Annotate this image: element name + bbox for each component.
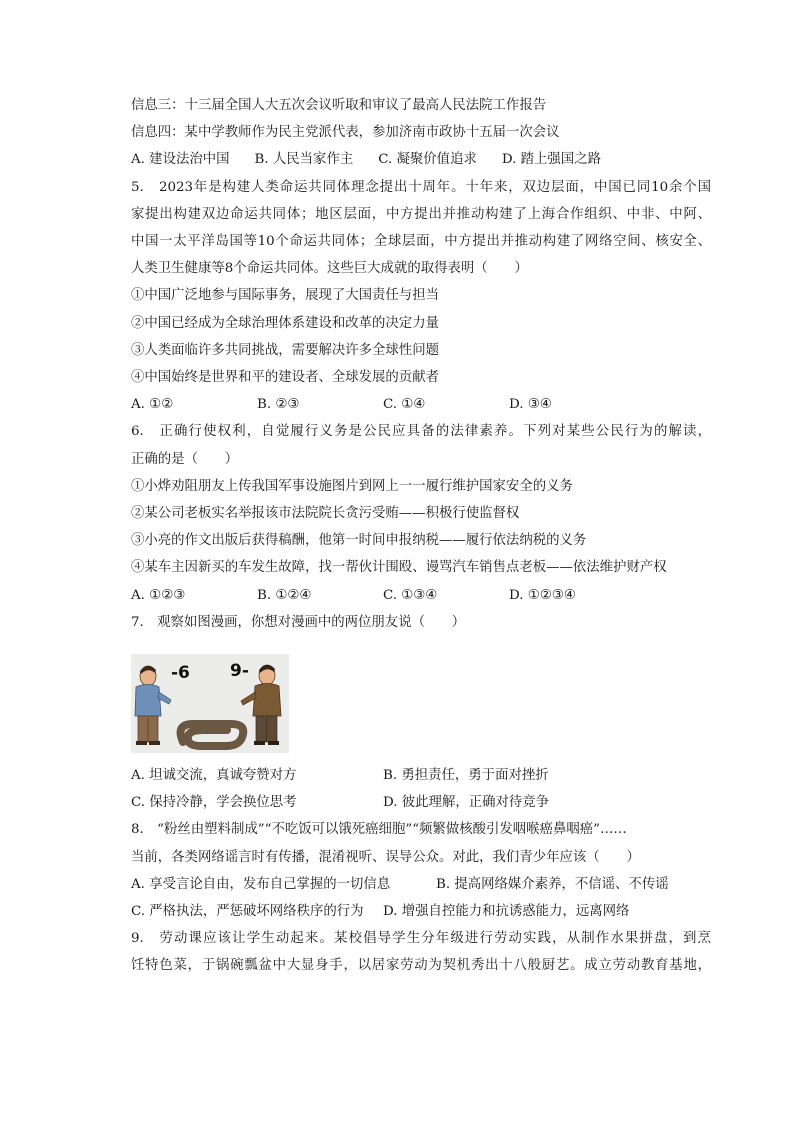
q6-option-a[interactable]: A. ①②③ bbox=[131, 587, 186, 603]
q8-option-a[interactable]: A. 享受言论自由，发布自己掌握的一切信息 bbox=[131, 876, 391, 892]
q5-item-2: ②中国已经成为全球治理体系建设和改革的决定力量 bbox=[131, 315, 439, 331]
q7-stem: 7. 观察如图漫画，你想对漫画中的两位朋友说（ ） bbox=[131, 614, 466, 630]
q6-item-3: ③小亮的作文出版后获得稿酬，他第一时间申报纳税——履行依法纳税的义务 bbox=[131, 533, 587, 549]
q5-options bbox=[131, 391, 711, 418]
q5-option-c[interactable]: C. ①④ bbox=[383, 397, 426, 413]
q7-cartoon-block bbox=[131, 636, 711, 762]
q5-item-3: ③人类面临许多共同挑战，需要解决许多全球性问题 bbox=[131, 342, 439, 358]
info-three: 信息三：十三届全国人大五次会议听取和审议了最高人民法院工作报告 bbox=[131, 98, 547, 113]
q4-option-b[interactable]: B. 人民当家作主 bbox=[254, 152, 354, 168]
q4-options bbox=[131, 146, 711, 173]
q6-option-d[interactable]: D. ①②③④ bbox=[509, 587, 576, 603]
q5-item-1: ①中国广泛地参与国际事务，展现了大国责任与担当 bbox=[131, 288, 439, 304]
q6-option-b[interactable]: B. ①②④ bbox=[257, 587, 312, 603]
q6-option-c[interactable]: C. ①③④ bbox=[383, 587, 438, 603]
right-man-label: 9- bbox=[230, 661, 249, 682]
q8-option-d[interactable]: D. 增强自控能力和抗诱惑能力，远离网络 bbox=[383, 904, 630, 920]
q5-option-d[interactable]: D. ③④ bbox=[509, 397, 552, 413]
q7-cartoon-image bbox=[131, 654, 289, 753]
q5-stem-line-1: 5. 2023年是构建人类命运共同体理念提出十周年。十年来，双边层面，中国已同10余个国 bbox=[131, 179, 711, 195]
left-man-label: -6 bbox=[171, 663, 190, 684]
q7-options-row-1 bbox=[131, 762, 711, 789]
q6-options bbox=[131, 582, 711, 609]
q7-options-row-2 bbox=[131, 789, 711, 816]
q5-option-b[interactable]: B. ②③ bbox=[257, 397, 300, 413]
q4-option-a[interactable]: A. 建设法治中国 bbox=[131, 152, 230, 168]
q5-stem-line-4: 人类卫生健康等8个命运共同体。这些巨大成就的取得表明（ ） bbox=[131, 261, 528, 277]
q4-option-d[interactable]: D. 踏上强国之路 bbox=[501, 152, 601, 168]
q8-option-b[interactable]: B. 提高网络媒介素养，不信谣、不传谣 bbox=[436, 876, 669, 892]
q6-stem-line-1: 6. 正确行使权利，自觉履行义务是公民应具备的法律素养。下列对某些公民行为的解读， bbox=[131, 424, 711, 440]
q8-stem-line-2: 当前，各类网络谣言时有传播，混淆视听、误导公众。对此，我们青少年应该（ ） bbox=[131, 849, 640, 865]
q5-option-a[interactable]: A. ①② bbox=[131, 397, 174, 413]
q8-options-row-1 bbox=[131, 871, 711, 898]
q9-stem-line-2: 饪特色菜，于锅碗瓢盆中大显身手，以居家劳动为契机秀出十八般厨艺。成立劳动教育基地， bbox=[131, 958, 711, 974]
info-four: 信息四：某中学教师作为民主党派代表，参加济南市政协十五届一次会议 bbox=[131, 125, 560, 141]
q9-stem-line-1: 9. 劳动课应该让学生动起来。某校倡导学生分年级进行劳动实践，从制作水果拼盘，到烹 bbox=[131, 931, 711, 947]
q5-stem-line-2: 家提出构建双边命运共同体；地区层面，中方提出并推动构建了上海合作组织、中非、中阿、 bbox=[131, 206, 711, 222]
q5-item-4: ④中国始终是世界和平的建设者、全球发展的贡献者 bbox=[131, 370, 439, 386]
q5-stem-line-3: 中国一太平洋岛国等10个命运共同体；全球层面，中方提出并推动构建了网络空间、核安全、 bbox=[131, 234, 711, 250]
q6-item-2: ②某公司老板实名举报该市法院院长贪污受贿——积极行使监督权 bbox=[131, 506, 520, 522]
exam-content bbox=[131, 92, 711, 980]
q8-stem-line-1: 8. “粉丝由塑料制成”“不吃饭可以饿死癌细胞”“频繁做核酸引发咽喉癌鼻咽癌”…… bbox=[131, 822, 627, 838]
q4-option-c[interactable]: C. 凝聚价值追求 bbox=[378, 152, 477, 168]
q8-options-row-2 bbox=[131, 898, 711, 925]
q7-option-d[interactable]: D. 彼此理解，正确对待竞争 bbox=[383, 795, 550, 811]
q8-option-c[interactable]: C. 严格执法，严惩破坏网络秩序的行为 bbox=[131, 904, 364, 920]
q7-option-c[interactable]: C. 保持冷静，学会换位思考 bbox=[131, 795, 297, 811]
q6-item-1: ①小烨劝阻朋友上传我国军事设施图片到网上一一履行维护国家安全的义务 bbox=[131, 478, 573, 494]
q7-option-b[interactable]: B. 勇担责任，勇于面对挫折 bbox=[383, 768, 549, 784]
q6-item-4: ④某车主因新买的车发生故障，找一帮伙计围殴、谩骂汽车销售点老板——依法维护财产权 bbox=[131, 560, 667, 576]
q7-option-a[interactable]: A. 坦诚交流，真诚夸赞对方 bbox=[131, 768, 297, 784]
q6-stem-line-2: 正确的是（ ） bbox=[131, 451, 239, 467]
